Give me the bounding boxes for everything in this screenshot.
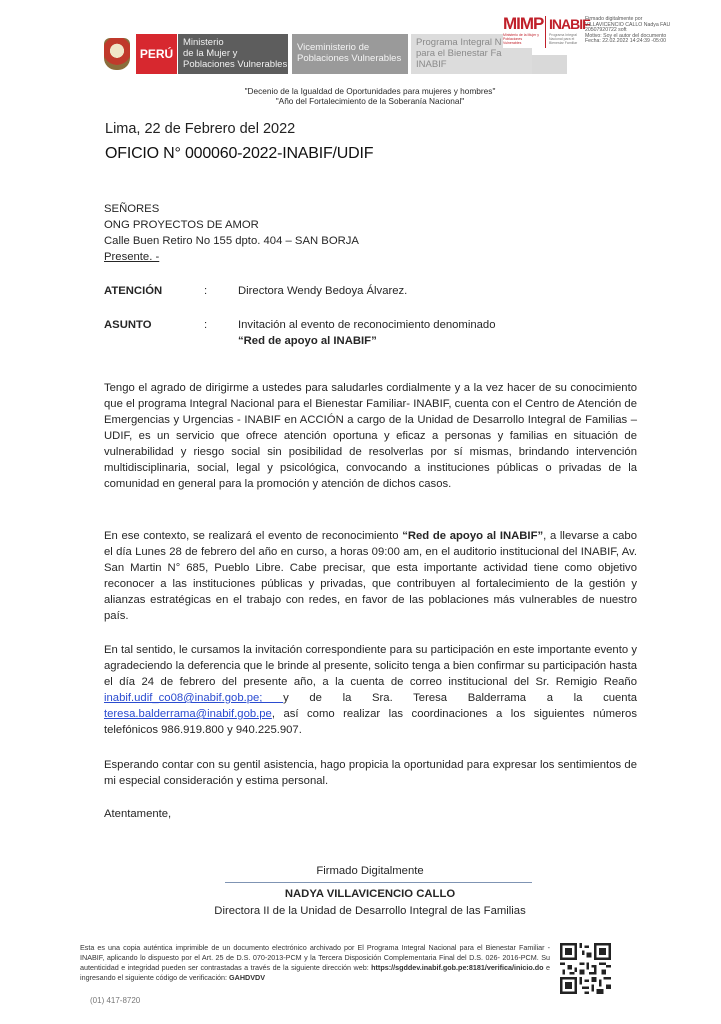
asunto-text: Invitación al evento de reconocimiento denominado xyxy=(238,319,496,331)
verification-code: GAHDVDV xyxy=(229,973,265,982)
program-line: INABIF xyxy=(416,59,447,70)
paragraph-invitation xyxy=(104,642,637,738)
program-box-extension xyxy=(532,55,567,74)
atencion-label: ATENCIÓN xyxy=(104,285,163,297)
paragraph-invitation-text: y de la Sra. Teresa Balderrama a la cuenta xyxy=(283,692,637,704)
document-date: Lima, 22 de Febrero del 2022 xyxy=(105,121,296,137)
vice-ministry-line: Viceministerio de xyxy=(297,42,370,53)
year-slogans xyxy=(150,86,590,106)
atencion-row xyxy=(104,283,407,299)
recipient-address: Calle Buen Retiro No 155 dpto. 404 – SAN BORJA xyxy=(104,235,359,247)
signer-name: NADYA VILLAVICENCIO CALLO xyxy=(284,888,456,900)
paragraph-intro: Tengo el agrado de dirigirme a ustedes para saludarles cordialmente y a la vez hacer de su conocimiento que el programa Integral Nacional para el Bienestar Familiar- INABIF, cuenta con el Centro de Atención de Emergencias y Urgencias - INABIF en ACCIÓN a cargo de la Unidad de Desarrollo Integral de Familias – UDIF, es un servicio que ofrece atención oportuna y eficaz a personas y familias en situación de vulnerabilidad y riesgo social sin posibilidad de resolverlas por sí mismas, brindando intervención multidisciplinaria, social, legal y psicológica, convocando a instituciones públicas o privadas de la comunidad en general para la promoción y atención de dichos casos. xyxy=(104,382,637,490)
program-line: para el Bienestar Fa xyxy=(416,48,502,59)
ministry-line: Poblaciones Vulnerables xyxy=(183,59,288,70)
ministry-box xyxy=(178,34,288,74)
authenticity-notice xyxy=(80,943,550,983)
phone-ghost-text: (01) 417-8720 xyxy=(90,996,141,1005)
email-link-remigio[interactable]: inabif.udif_co08@inabif.gob.pe; xyxy=(104,692,284,704)
atencion-colon: : xyxy=(204,285,208,297)
mimp-logo-subtext: Ministerio de la Mujer y Poblaciones Vulnerables xyxy=(503,33,539,45)
ministry-line: Ministerio xyxy=(183,37,224,48)
vice-ministry-line: Poblaciones Vulnerables xyxy=(297,53,402,64)
program-line: Programa Integral N xyxy=(416,37,502,48)
asunto-event-name: “Red de apoyo al INABIF” xyxy=(238,335,377,347)
signature-stamp-line: 20507920722 soft xyxy=(585,27,627,34)
signature-stamp-line: Fecha: 22.02.2022 14:24:39 -05:00 xyxy=(585,38,667,45)
mimp-logo xyxy=(503,14,544,48)
signature-label: Firmado Digitalmente xyxy=(316,865,424,877)
mimp-logo-text: MIMP xyxy=(503,14,544,33)
vice-ministry-box xyxy=(292,34,408,74)
asunto-value xyxy=(238,317,495,349)
paragraph-event-text: , a llevarse a cabo el día Lunes 28 de febrero del año en curso, a horas 09:00 am, en el auditorio institucional del INABIF, Av. San Martin N° 685, Pueblo Libre. Cabe precisar, que esta importante actividad tiene como objetivo reconocer a las instituciones públicas y privadas, que contribuyen al fortalecimiento de la gestión y alianzas estratégicas en el trabajo con redes, en favor de las poblaciones más vulnerables de nuestro país. xyxy=(104,530,638,622)
country-label: PERÚ xyxy=(139,47,174,61)
verification-url[interactable]: https://sgddev.inabif.gob.pe:8181/verifica/inicio.do xyxy=(371,963,544,972)
authenticity-text: e ingresando el siguiente código de verificación: xyxy=(80,963,550,982)
slogan-year: "Año del Fortalecimiento de la Soberanía Nacional" xyxy=(275,96,465,106)
paragraph-event-text: En ese contexto, se realizará el evento de reconocimiento xyxy=(104,530,403,542)
signature-divider xyxy=(225,882,532,883)
closing-salutation: Atentamente, xyxy=(104,808,172,820)
recipient-organization: ONG PROYECTOS DE AMOR xyxy=(104,219,259,231)
paragraph-invitation-text: , así como realizar las coordinaciones a los siguientes números telefónicos 986.919.800 y 940.225.907. xyxy=(104,708,637,736)
signer-title: Directora II de la Unidad de Desarrollo Integral de las Familias xyxy=(214,905,526,917)
signature-stamp-line: VILLAVICENCIO CALLO Nadya FAU xyxy=(585,21,671,28)
asunto-label: ASUNTO xyxy=(104,319,152,331)
paragraph-closing: Esperando contar con su gentil asistencia, hago propicia la oportunidad para expresar los sentimientos de mi especial consideración y estima personal. xyxy=(104,759,637,787)
signature-stamp-line: Motivo: Soy el autor del documento xyxy=(585,32,667,39)
atencion-value: Directora Wendy Bedoya Álvarez. xyxy=(238,285,408,297)
qr-code-icon xyxy=(560,943,611,994)
paragraph-invitation-text: En tal sentido, le cursamos la invitación correspondiente para su participación en este importante evento y agradeciendo la deferencia que le brinde al presente, solicito tenga a bien confirmar su participación hasta el día 24 de febrero del presente año, a la cuenta de correo institucional del Sr. Remigio Reaño xyxy=(104,644,637,688)
authenticity-text: Esta es una copia auténtica imprimible de un documento electrónico archivado por El Programa Integral Nacional para el Bienestar Familiar - INABIF, aplicando lo dispuesto por el Art. 25 de D.S. 070-2013-PCM y la Tercera Disposición Complementaria Final del D.S. 026- 2016-PCM. Su autenticidad e integridad pueden ser contrastadas a través de la siguiente dirección web: xyxy=(80,943,550,972)
peru-brand-box xyxy=(136,34,177,74)
paragraph-event-name: “Red de apoyo al INABIF” xyxy=(402,530,544,542)
slogan-decade: "Decenio de la Igualdad de Oportunidades para mujeres y hombres" xyxy=(244,86,496,96)
inabif-logo xyxy=(545,16,590,48)
inabif-logo-text: INABIF xyxy=(549,16,590,32)
signature-stamp-line: Firmado digitalmente por xyxy=(585,16,643,22)
paragraph-event xyxy=(104,528,637,624)
email-link-teresa[interactable]: teresa.balderrama@inabif.gob.pe xyxy=(104,708,272,720)
recipient-block xyxy=(104,201,359,265)
oficio-number: OFICIO N° 000060-2022-INABIF/UDIF xyxy=(105,145,374,162)
asunto-row xyxy=(104,317,495,349)
peru-coat-of-arms-icon xyxy=(104,38,130,70)
ministry-line: de la Mujer y xyxy=(183,48,238,59)
inabif-logo-subtext: Programa Integral Nacional para el Bienestar Familiar xyxy=(549,33,578,45)
recipient-salutation: SEÑORES xyxy=(104,203,160,215)
asunto-colon: : xyxy=(204,319,208,331)
recipient-presente: Presente. - xyxy=(104,251,160,263)
digital-signature-stamp xyxy=(585,17,720,45)
